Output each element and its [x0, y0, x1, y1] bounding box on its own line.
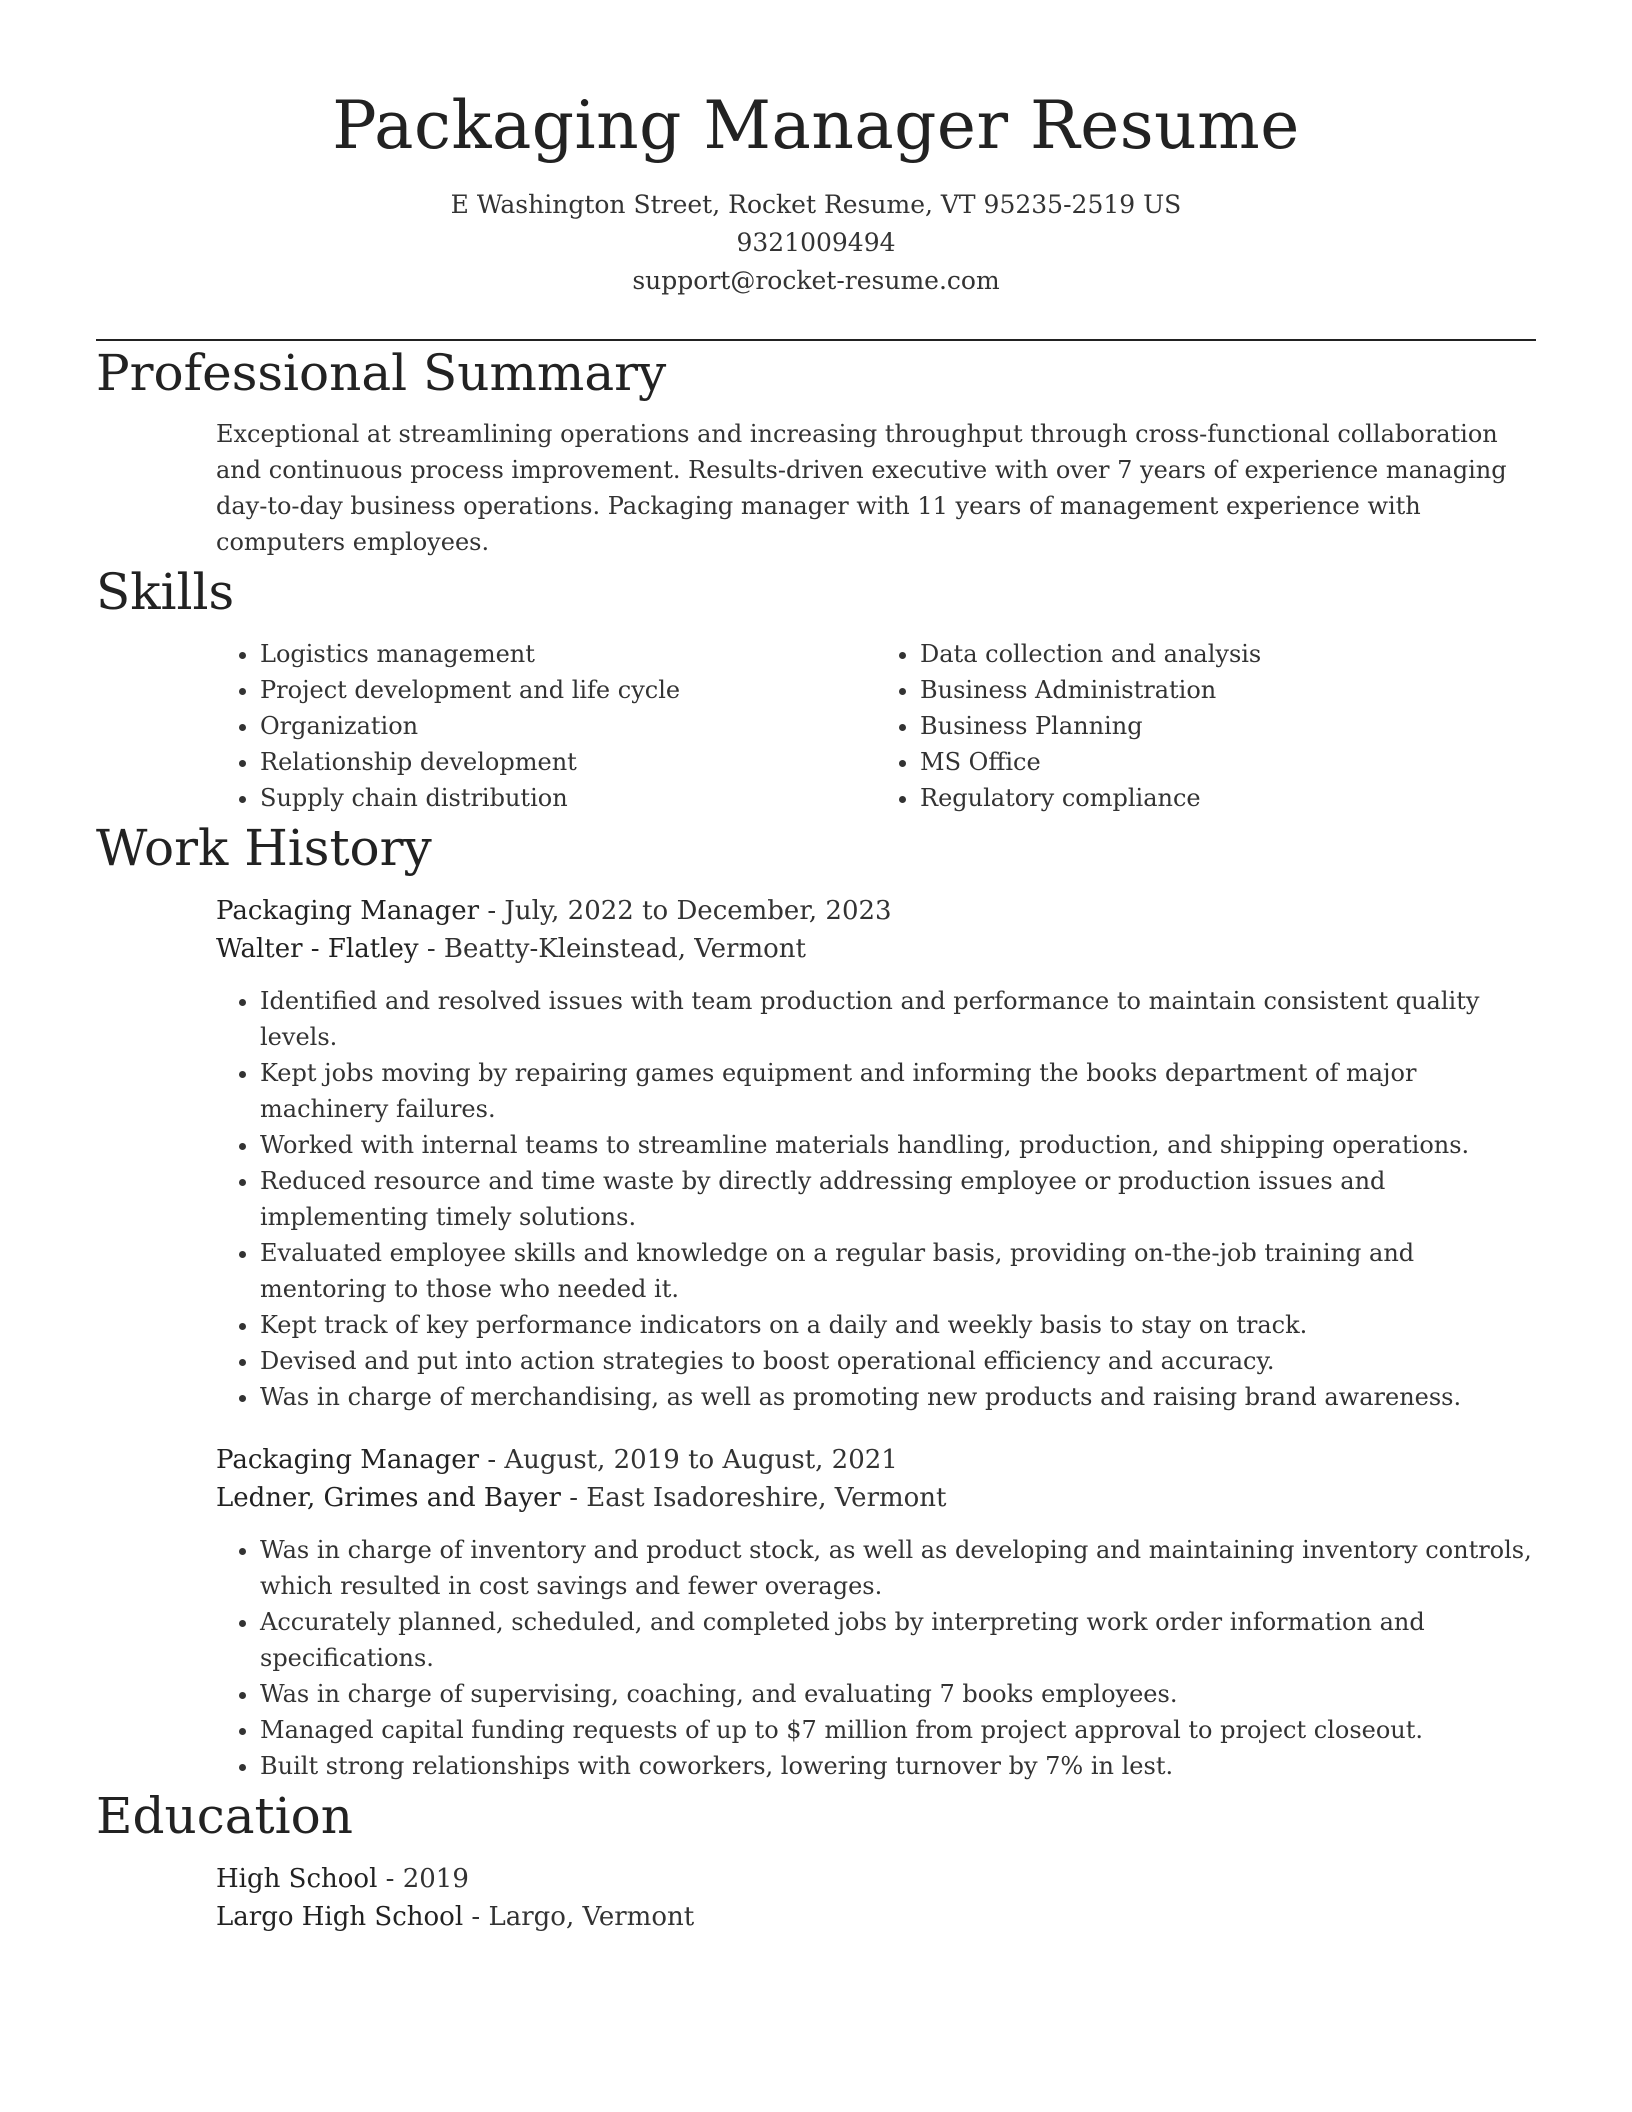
skills-column-left — [216, 636, 876, 816]
skill-item: • Business Planning — [920, 708, 1536, 744]
work-history-heading: Work History — [96, 819, 432, 877]
skill-item: • Supply chain distribution — [260, 780, 876, 816]
job-bullet: • Kept jobs moving by repairing games equipment and informing the books department of major machinery failures. — [260, 1055, 1536, 1127]
job-bullet: • Was in charge of inventory and product stock, as well as developing and maintaining inventory controls, which resulted in cost savings and fewer overages. — [260, 1532, 1536, 1604]
job-title: Packaging Manager — [216, 1445, 480, 1475]
resume-header — [96, 78, 1536, 300]
job-bullets — [96, 983, 1536, 1415]
job-bullets — [96, 1532, 1536, 1784]
job-bullet: • Was in charge of merchandising, as well as promoting new products and raising brand awareness. — [260, 1379, 1536, 1415]
skill-item: • Relationship development — [260, 744, 876, 780]
education-degree: High School — [216, 1864, 378, 1894]
contact-address: E Washington Street, Rocket Resume, VT 95235-2519 US — [450, 190, 1182, 219]
job-dates: - July, 2022 to December, 2023 — [479, 896, 892, 926]
resume-title: Packaging Manager Resume — [332, 87, 1300, 164]
summary-heading: Professional Summary — [96, 344, 667, 402]
education-degree-line — [216, 1860, 1536, 1898]
job-location: - East Isadoreshire, Vermont — [560, 1483, 947, 1513]
job-bullet: • Worked with internal teams to streamline materials handling, production, and shipping operations. — [260, 1127, 1536, 1163]
skill-item: • Logistics management — [260, 636, 876, 672]
job-entry — [96, 892, 1536, 968]
education-school: Largo High School — [216, 1902, 464, 1932]
skill-item: • Project development and life cycle — [260, 672, 876, 708]
job-bullet-list — [216, 983, 1536, 1415]
job-title: Packaging Manager — [216, 896, 480, 926]
job-bullet: • Managed capital funding requests of up to $7 million from project approval to project closeout. — [260, 1712, 1536, 1748]
job-company-line — [216, 930, 1536, 968]
summary-text: Exceptional at streamlining operations and increasing throughput through cross-functional collaboration and continuous process improvement. Results-driven executive with over 7 years of experience managing day-to-day business operations. Packaging manager with 11 years of management experience with computers employees. — [216, 420, 1507, 556]
education-heading: Education — [96, 1787, 353, 1845]
job-bullet: • Was in charge of supervising, coaching, and evaluating 7 books employees. — [260, 1676, 1536, 1712]
skill-item: • MS Office — [920, 744, 1536, 780]
skill-item: • Data collection and analysis — [920, 636, 1536, 672]
job-bullet: • Evaluated employee skills and knowledge on a regular basis, providing on-the-job training and mentoring to those who needed it. — [260, 1235, 1536, 1307]
skill-item: • Organization — [260, 708, 876, 744]
job-title-line — [216, 1441, 1536, 1479]
skills-heading: Skills — [96, 563, 235, 621]
job-company-line — [216, 1479, 1536, 1517]
job-bullet: • Built strong relationships with coworkers, lowering turnover by 7% in lest. — [260, 1748, 1536, 1784]
education-year: - 2019 — [377, 1864, 469, 1894]
skill-item: • Business Administration — [920, 672, 1536, 708]
skill-item: • Regulatory compliance — [920, 780, 1536, 816]
job-dates: - August, 2019 to August, 2021 — [479, 1445, 898, 1475]
job-bullet: • Devised and put into action strategies to boost operational efficiency and accuracy. — [260, 1343, 1536, 1379]
contact-phone: 9321009494 — [736, 228, 896, 257]
job-entry — [96, 1441, 1536, 1517]
skills-list — [96, 636, 1536, 816]
job-company: Walter - Flatley — [216, 934, 419, 964]
education-entry — [96, 1860, 1536, 1936]
job-location: - Beatty-Kleinstead, Vermont — [418, 934, 806, 964]
education-school-line — [216, 1898, 1536, 1936]
job-title-line — [216, 892, 1536, 930]
education-location: - Largo, Vermont — [463, 1902, 695, 1932]
job-bullet: • Kept track of key performance indicators on a daily and weekly basis to stay on track. — [260, 1307, 1536, 1343]
job-bullet: • Accurately planned, scheduled, and completed jobs by interpreting work order information and specifications. — [260, 1604, 1536, 1676]
contact-block — [96, 186, 1536, 300]
skills-column-right — [876, 636, 1536, 816]
job-bullet: • Identified and resolved issues with team production and performance to maintain consistent quality levels. — [260, 983, 1536, 1055]
job-bullet-list — [216, 1532, 1536, 1784]
contact-email: support@rocket-resume.com — [632, 266, 1000, 295]
job-bullet: • Reduced resource and time waste by directly addressing employee or production issues and implementing timely solutions. — [260, 1163, 1536, 1235]
job-company: Ledner, Grimes and Bayer — [216, 1483, 561, 1513]
